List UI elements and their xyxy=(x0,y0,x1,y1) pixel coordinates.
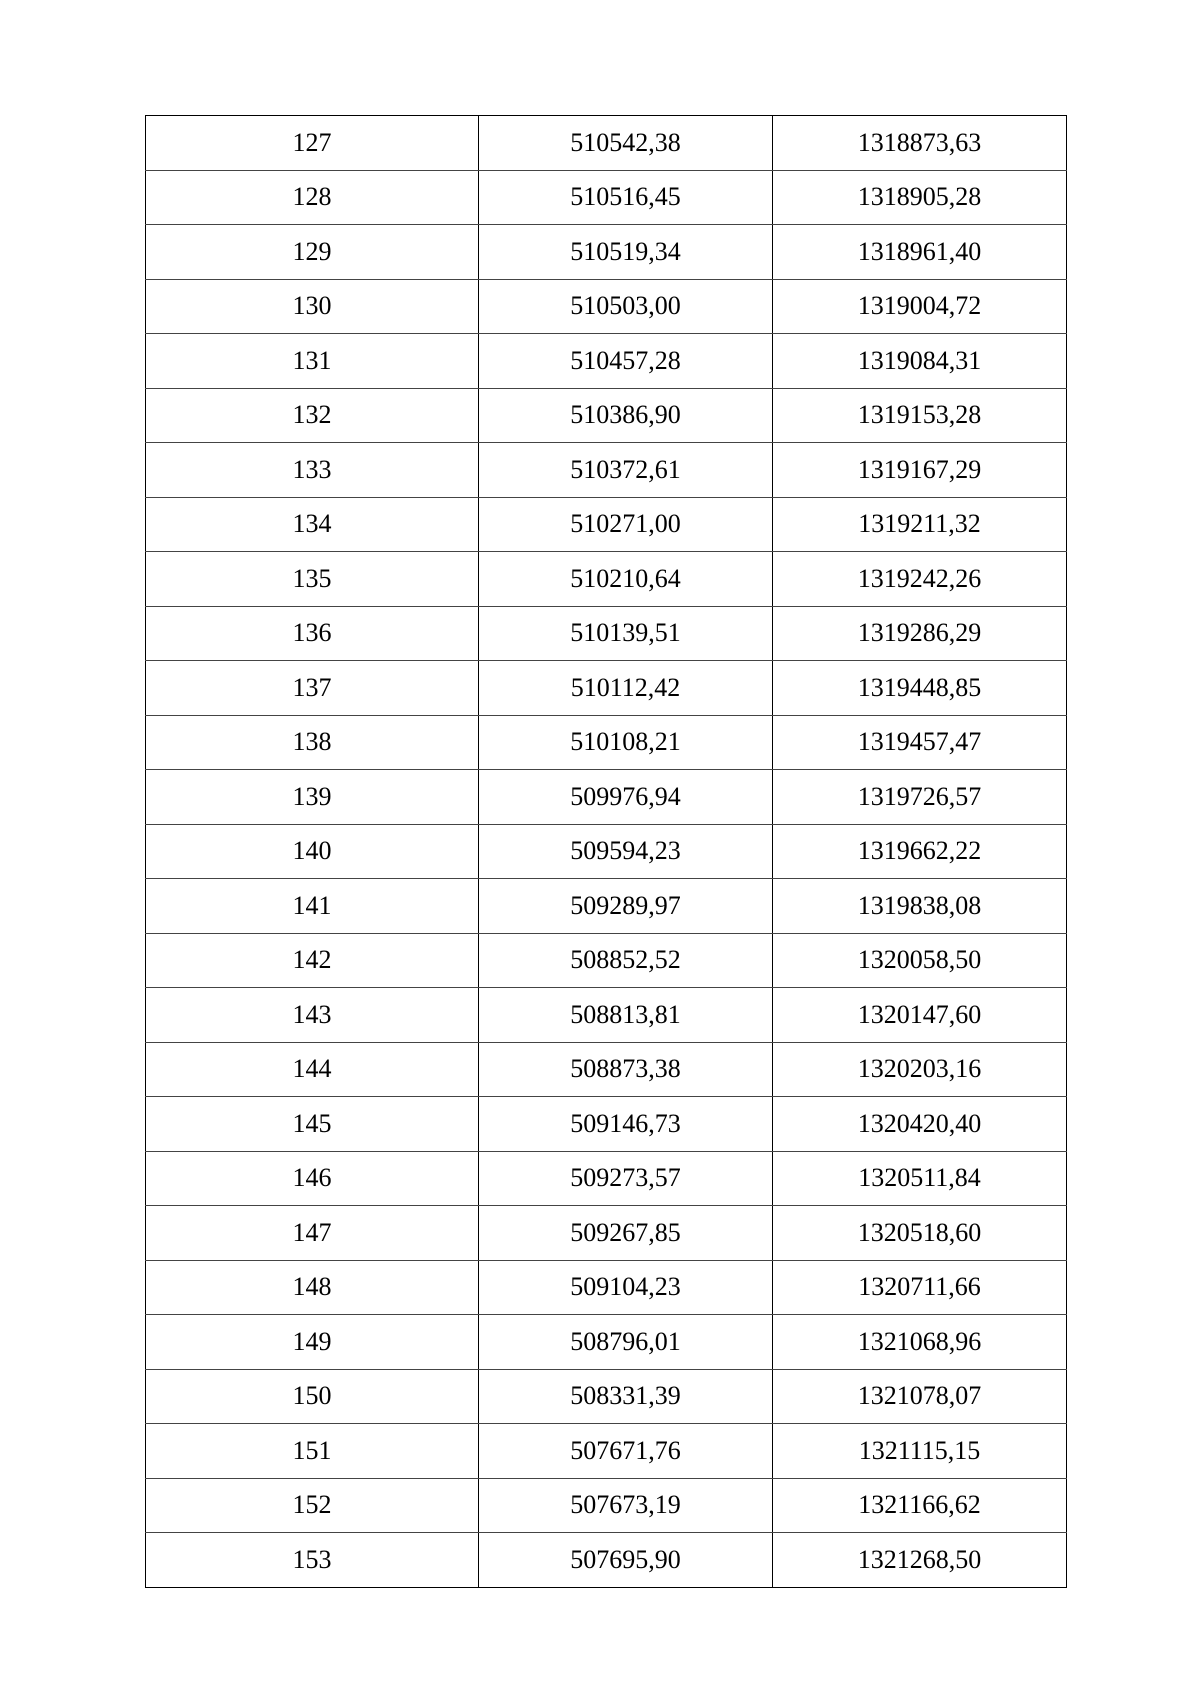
point-number-cell: 146 xyxy=(146,1151,479,1206)
point-number-cell: 143 xyxy=(146,988,479,1043)
x-coordinate-cell: 509104,23 xyxy=(479,1260,773,1315)
x-coordinate-cell: 508813,81 xyxy=(479,988,773,1043)
point-number-cell: 131 xyxy=(146,334,479,389)
point-number-cell: 132 xyxy=(146,388,479,443)
point-number-cell: 128 xyxy=(146,170,479,225)
x-coordinate-cell: 509267,85 xyxy=(479,1206,773,1261)
table-row xyxy=(146,661,1067,716)
point-number-cell: 152 xyxy=(146,1478,479,1533)
y-coordinate-cell: 1319153,28 xyxy=(773,388,1067,443)
x-coordinate-cell: 508331,39 xyxy=(479,1369,773,1424)
x-coordinate-cell: 508796,01 xyxy=(479,1315,773,1370)
x-coordinate-cell: 507695,90 xyxy=(479,1533,773,1588)
y-coordinate-cell: 1320058,50 xyxy=(773,933,1067,988)
y-coordinate-cell: 1321268,50 xyxy=(773,1533,1067,1588)
x-coordinate-cell: 509146,73 xyxy=(479,1097,773,1152)
x-coordinate-cell: 510271,00 xyxy=(479,497,773,552)
table-row xyxy=(146,606,1067,661)
point-number-cell: 142 xyxy=(146,933,479,988)
y-coordinate-cell: 1321166,62 xyxy=(773,1478,1067,1533)
point-number-cell: 137 xyxy=(146,661,479,716)
point-number-cell: 136 xyxy=(146,606,479,661)
point-number-cell: 133 xyxy=(146,443,479,498)
x-coordinate-cell: 510108,21 xyxy=(479,715,773,770)
y-coordinate-cell: 1320711,66 xyxy=(773,1260,1067,1315)
x-coordinate-cell: 510372,61 xyxy=(479,443,773,498)
table-row xyxy=(146,279,1067,334)
y-coordinate-cell: 1319838,08 xyxy=(773,879,1067,934)
x-coordinate-cell: 509976,94 xyxy=(479,770,773,825)
point-number-cell: 151 xyxy=(146,1424,479,1479)
y-coordinate-cell: 1321068,96 xyxy=(773,1315,1067,1370)
table-row xyxy=(146,715,1067,770)
x-coordinate-cell: 510503,00 xyxy=(479,279,773,334)
coordinates-table-body xyxy=(146,116,1067,1588)
point-number-cell: 147 xyxy=(146,1206,479,1261)
point-number-cell: 130 xyxy=(146,279,479,334)
coordinates-table xyxy=(145,115,1067,1588)
point-number-cell: 139 xyxy=(146,770,479,825)
table-row xyxy=(146,552,1067,607)
y-coordinate-cell: 1319286,29 xyxy=(773,606,1067,661)
y-coordinate-cell: 1318961,40 xyxy=(773,225,1067,280)
y-coordinate-cell: 1320147,60 xyxy=(773,988,1067,1043)
x-coordinate-cell: 510542,38 xyxy=(479,116,773,171)
point-number-cell: 145 xyxy=(146,1097,479,1152)
y-coordinate-cell: 1321078,07 xyxy=(773,1369,1067,1424)
table-row xyxy=(146,497,1067,552)
table-row xyxy=(146,1424,1067,1479)
x-coordinate-cell: 510386,90 xyxy=(479,388,773,443)
x-coordinate-cell: 510112,42 xyxy=(479,661,773,716)
table-row xyxy=(146,1151,1067,1206)
x-coordinate-cell: 508852,52 xyxy=(479,933,773,988)
y-coordinate-cell: 1321115,15 xyxy=(773,1424,1067,1479)
table-row xyxy=(146,1260,1067,1315)
table-row xyxy=(146,988,1067,1043)
table-row xyxy=(146,1533,1067,1588)
x-coordinate-cell: 509289,97 xyxy=(479,879,773,934)
x-coordinate-cell: 507673,19 xyxy=(479,1478,773,1533)
y-coordinate-cell: 1320518,60 xyxy=(773,1206,1067,1261)
point-number-cell: 129 xyxy=(146,225,479,280)
point-number-cell: 149 xyxy=(146,1315,479,1370)
table-row xyxy=(146,770,1067,825)
point-number-cell: 153 xyxy=(146,1533,479,1588)
point-number-cell: 127 xyxy=(146,116,479,171)
y-coordinate-cell: 1318905,28 xyxy=(773,170,1067,225)
table-row xyxy=(146,1097,1067,1152)
table-row xyxy=(146,824,1067,879)
y-coordinate-cell: 1319084,31 xyxy=(773,334,1067,389)
table-row xyxy=(146,388,1067,443)
x-coordinate-cell: 510457,28 xyxy=(479,334,773,389)
point-number-cell: 134 xyxy=(146,497,479,552)
y-coordinate-cell: 1319457,47 xyxy=(773,715,1067,770)
point-number-cell: 138 xyxy=(146,715,479,770)
table-row xyxy=(146,879,1067,934)
x-coordinate-cell: 510139,51 xyxy=(479,606,773,661)
x-coordinate-cell: 510516,45 xyxy=(479,170,773,225)
y-coordinate-cell: 1319726,57 xyxy=(773,770,1067,825)
table-row xyxy=(146,933,1067,988)
y-coordinate-cell: 1319167,29 xyxy=(773,443,1067,498)
table-row xyxy=(146,443,1067,498)
y-coordinate-cell: 1319662,22 xyxy=(773,824,1067,879)
point-number-cell: 140 xyxy=(146,824,479,879)
point-number-cell: 150 xyxy=(146,1369,479,1424)
y-coordinate-cell: 1319211,32 xyxy=(773,497,1067,552)
table-row xyxy=(146,225,1067,280)
y-coordinate-cell: 1318873,63 xyxy=(773,116,1067,171)
point-number-cell: 144 xyxy=(146,1042,479,1097)
table-row xyxy=(146,1478,1067,1533)
y-coordinate-cell: 1319004,72 xyxy=(773,279,1067,334)
y-coordinate-cell: 1320511,84 xyxy=(773,1151,1067,1206)
y-coordinate-cell: 1319448,85 xyxy=(773,661,1067,716)
x-coordinate-cell: 510210,64 xyxy=(479,552,773,607)
y-coordinate-cell: 1320420,40 xyxy=(773,1097,1067,1152)
table-row xyxy=(146,334,1067,389)
x-coordinate-cell: 507671,76 xyxy=(479,1424,773,1479)
x-coordinate-cell: 509273,57 xyxy=(479,1151,773,1206)
table-row xyxy=(146,116,1067,171)
table-row xyxy=(146,170,1067,225)
point-number-cell: 141 xyxy=(146,879,479,934)
x-coordinate-cell: 510519,34 xyxy=(479,225,773,280)
y-coordinate-cell: 1320203,16 xyxy=(773,1042,1067,1097)
y-coordinate-cell: 1319242,26 xyxy=(773,552,1067,607)
table-row xyxy=(146,1369,1067,1424)
table-row xyxy=(146,1206,1067,1261)
point-number-cell: 148 xyxy=(146,1260,479,1315)
x-coordinate-cell: 508873,38 xyxy=(479,1042,773,1097)
x-coordinate-cell: 509594,23 xyxy=(479,824,773,879)
table-row xyxy=(146,1315,1067,1370)
point-number-cell: 135 xyxy=(146,552,479,607)
table-row xyxy=(146,1042,1067,1097)
